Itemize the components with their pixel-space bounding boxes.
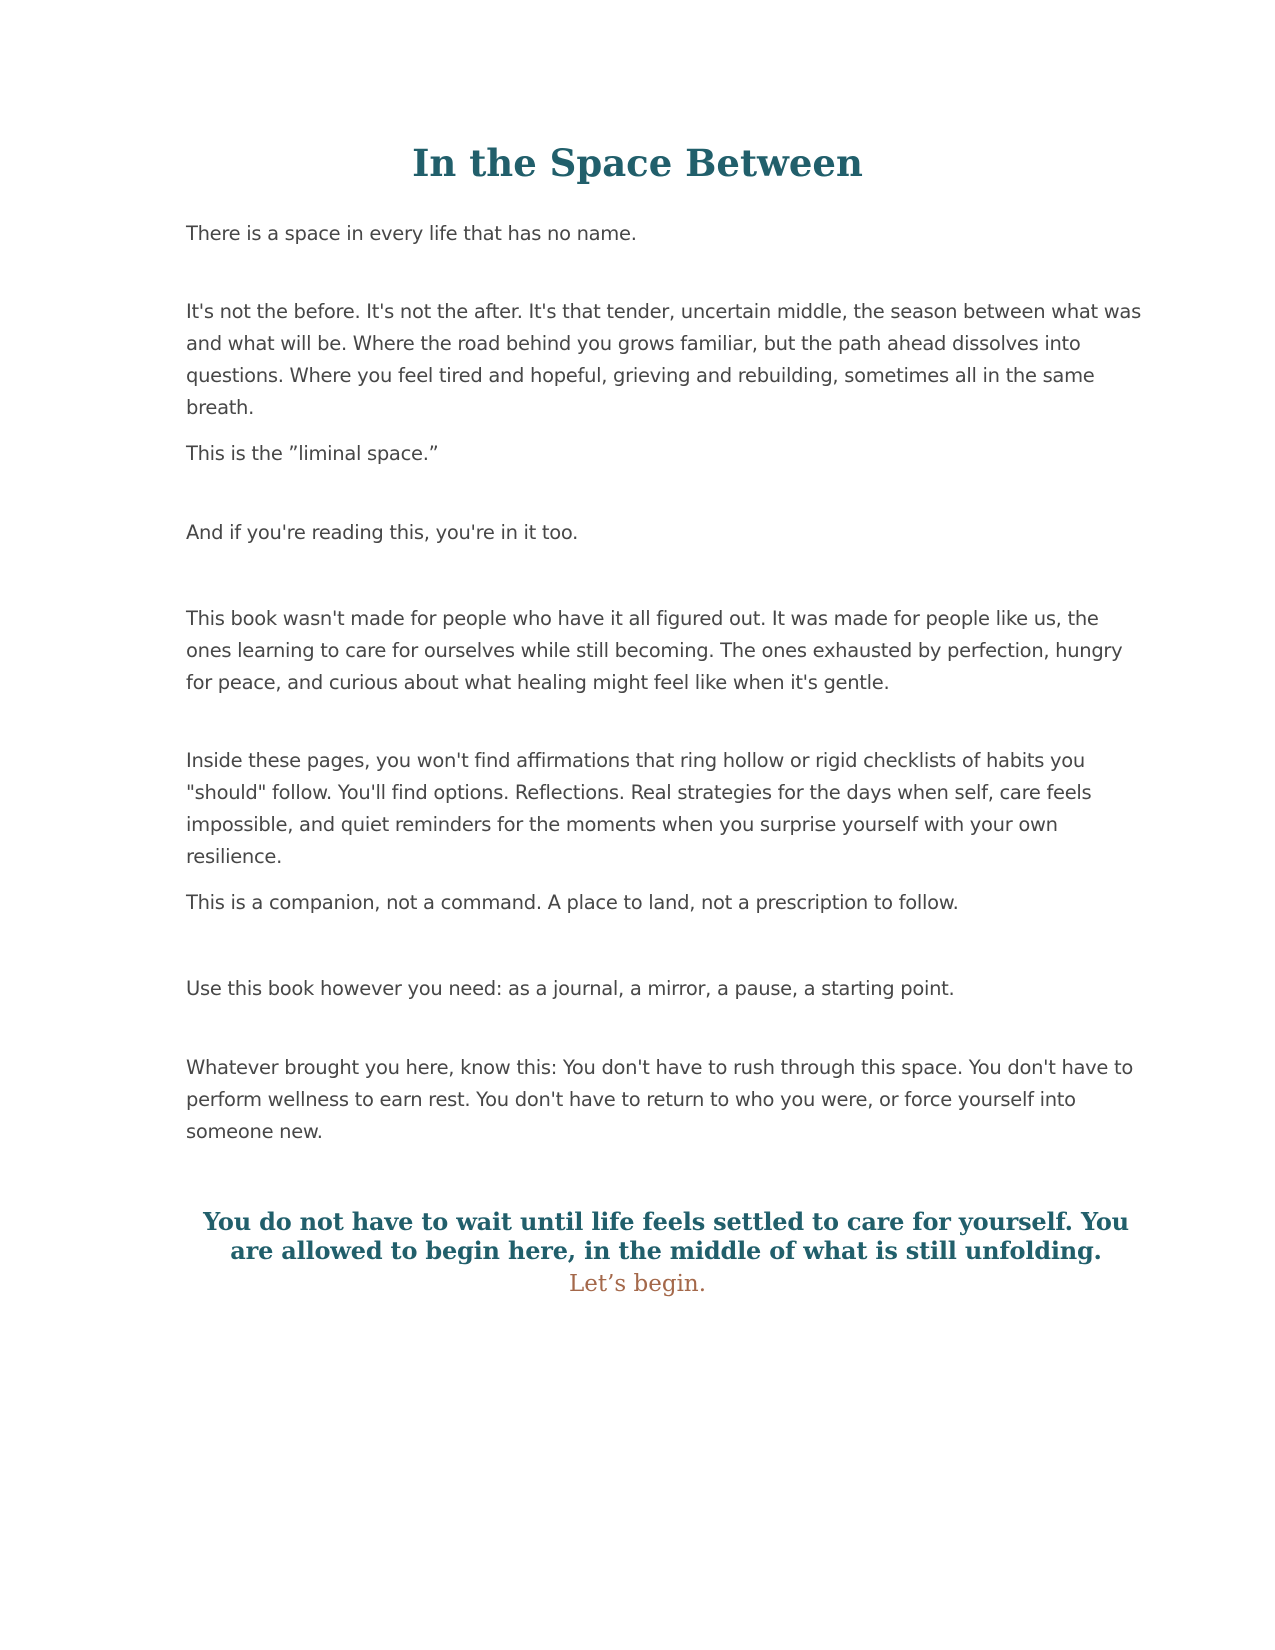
paragraph-3: This is the ”liminal space.” (186, 442, 439, 465)
page-title: In the Space Between (412, 141, 863, 185)
pull-quote: You do not have to wait until life feels settled to care for yourself. You are allowed to begin here, in the middle of what is still unfolding. (203, 1207, 1129, 1265)
paragraph-8: Use this book however you need: as a journal, a mirror, a pause, a starting point. (186, 977, 955, 1000)
closing-line: Let’s begin. (568, 1271, 707, 1297)
paragraph-6: Inside these pages, you won't find affirmations that ring hollow or rigid checklists of habits you "should" follow. You'll find options. Reflections. Real strategies for the days when self, care feels impossible, and quiet reminders for the moments when you surprise yourself with your own resilience. (186, 749, 1092, 868)
paragraph-5: This book wasn't made for people who have it all figured out. It was made for people like us, the ones learning to care for ourselves while still becoming. The ones exhausted by perfection, hungry for peace, and curious about what healing might feel like when it's gentle. (186, 607, 1123, 694)
paragraph-7: This is a companion, not a command. A place to land, not a prescription to follow. (186, 891, 959, 914)
paragraph-2: It's not the before. It's not the after. It's that tender, uncertain middle, the season between what was and what will be. Where the road behind you grows familiar, but the path ahead dissolves into questions. Where you feel tired and hopeful, grieving and rebuilding, sometimes all in the same breath. (186, 300, 1141, 419)
paragraph-1: There is a space in every life that has no name. (186, 222, 637, 245)
paragraph-4: And if you're reading this, you're in it too. (186, 521, 579, 544)
paragraph-9: Whatever brought you here, know this: You don't have to rush through this space. You don't have to perform wellness to earn rest. You don't have to return to who you were, or force yourself into someone new. (186, 1056, 1133, 1143)
